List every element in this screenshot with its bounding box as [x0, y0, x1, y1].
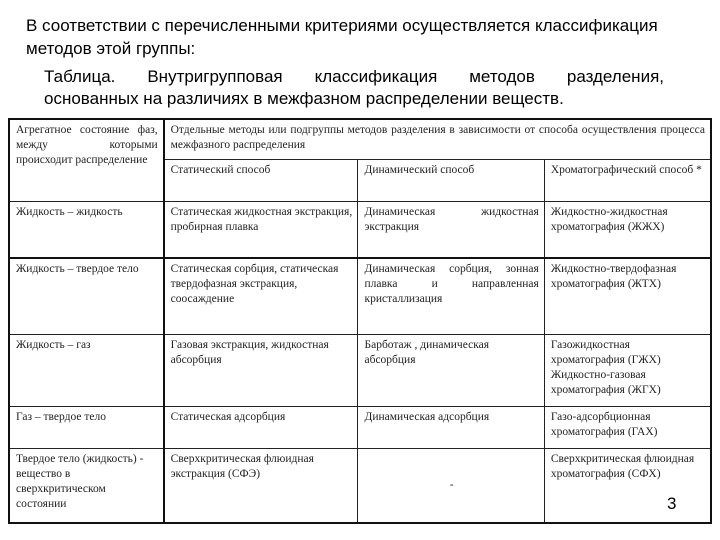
caption-line-1: Таблица. Внутригрупповая классификация методов разделения,	[44, 67, 664, 86]
table-row	[9, 201, 711, 258]
classification-table	[8, 118, 712, 524]
cell-chrom: Газожидкостная хроматография (ГЖХ) Жидкостно-газовая хроматография (ЖГХ)	[544, 334, 711, 406]
cell-phase: Жидкость – твердое тело	[9, 258, 164, 334]
table-row	[9, 258, 711, 334]
cell-static: Статическая жидкостная экстракция, пробирная плавка	[164, 201, 358, 258]
cell-phase: Жидкость – жидкость	[9, 201, 164, 258]
cell-dynamic: Динамическая жидкостная экстракция	[358, 201, 544, 258]
cell-dynamic: Динамическая сорбция, зонная плавка и направленная кристаллизация	[358, 258, 544, 334]
table-row	[9, 448, 711, 523]
cell-static: Сверхкритическая флюидная экстракция (СФЭ)	[164, 448, 358, 523]
cell-dynamic: Динамическая адсорбция	[358, 406, 544, 448]
cell-dynamic: Барботаж , динамическая абсорбция	[358, 334, 544, 406]
cell-static: Статическая адсорбция	[164, 406, 358, 448]
cell-dynamic: -	[358, 448, 544, 523]
header-dynamic: Динамический способ	[358, 159, 544, 201]
cell-chrom: Газо-адсорбционная хроматография (ГАХ)	[544, 406, 711, 448]
table-caption	[44, 66, 664, 110]
header-static: Статический способ	[164, 159, 358, 201]
cell-static: Газовая экстракция, жидкостная абсорбция	[164, 334, 358, 406]
header-row	[9, 119, 711, 159]
cell-phase: Твердое тело (жидкость) - вещество в сверхкритическом состоянии	[9, 448, 164, 523]
table-row	[9, 334, 711, 406]
cell-phase: Жидкость – газ	[9, 334, 164, 406]
table-row	[9, 406, 711, 448]
page-number: 3	[667, 494, 677, 513]
cell-chrom: Жидкостно-жидкостная хроматография (ЖЖХ)	[544, 201, 711, 258]
cell-chrom: Жидкостно-твердофазная хроматография (ЖТХ)	[544, 258, 711, 334]
intro-text: В соответствии с перечисленными критериями осуществляется классификация методов этой группы:	[26, 16, 658, 58]
header-methods: Отдельные методы или подгруппы методов разделения в зависимости от способа осуществления процесса межфазного распределения	[164, 119, 711, 159]
cell-phase: Газ – твердое тело	[9, 406, 164, 448]
cell-static: Статическая сорбция, статическая твердофазная экстракция, соосаждение	[164, 258, 358, 334]
cell-chrom: Сверхкритическая флюидная хроматография (СФХ)	[544, 448, 711, 523]
caption-line-2: основанных на различиях в межфазном распределении веществ.	[44, 89, 564, 108]
header-phase: Агрегатное состояние фаз, между которыми происходит распределение	[9, 119, 164, 201]
header-chromatographic: Хроматографический способ *	[544, 159, 711, 201]
